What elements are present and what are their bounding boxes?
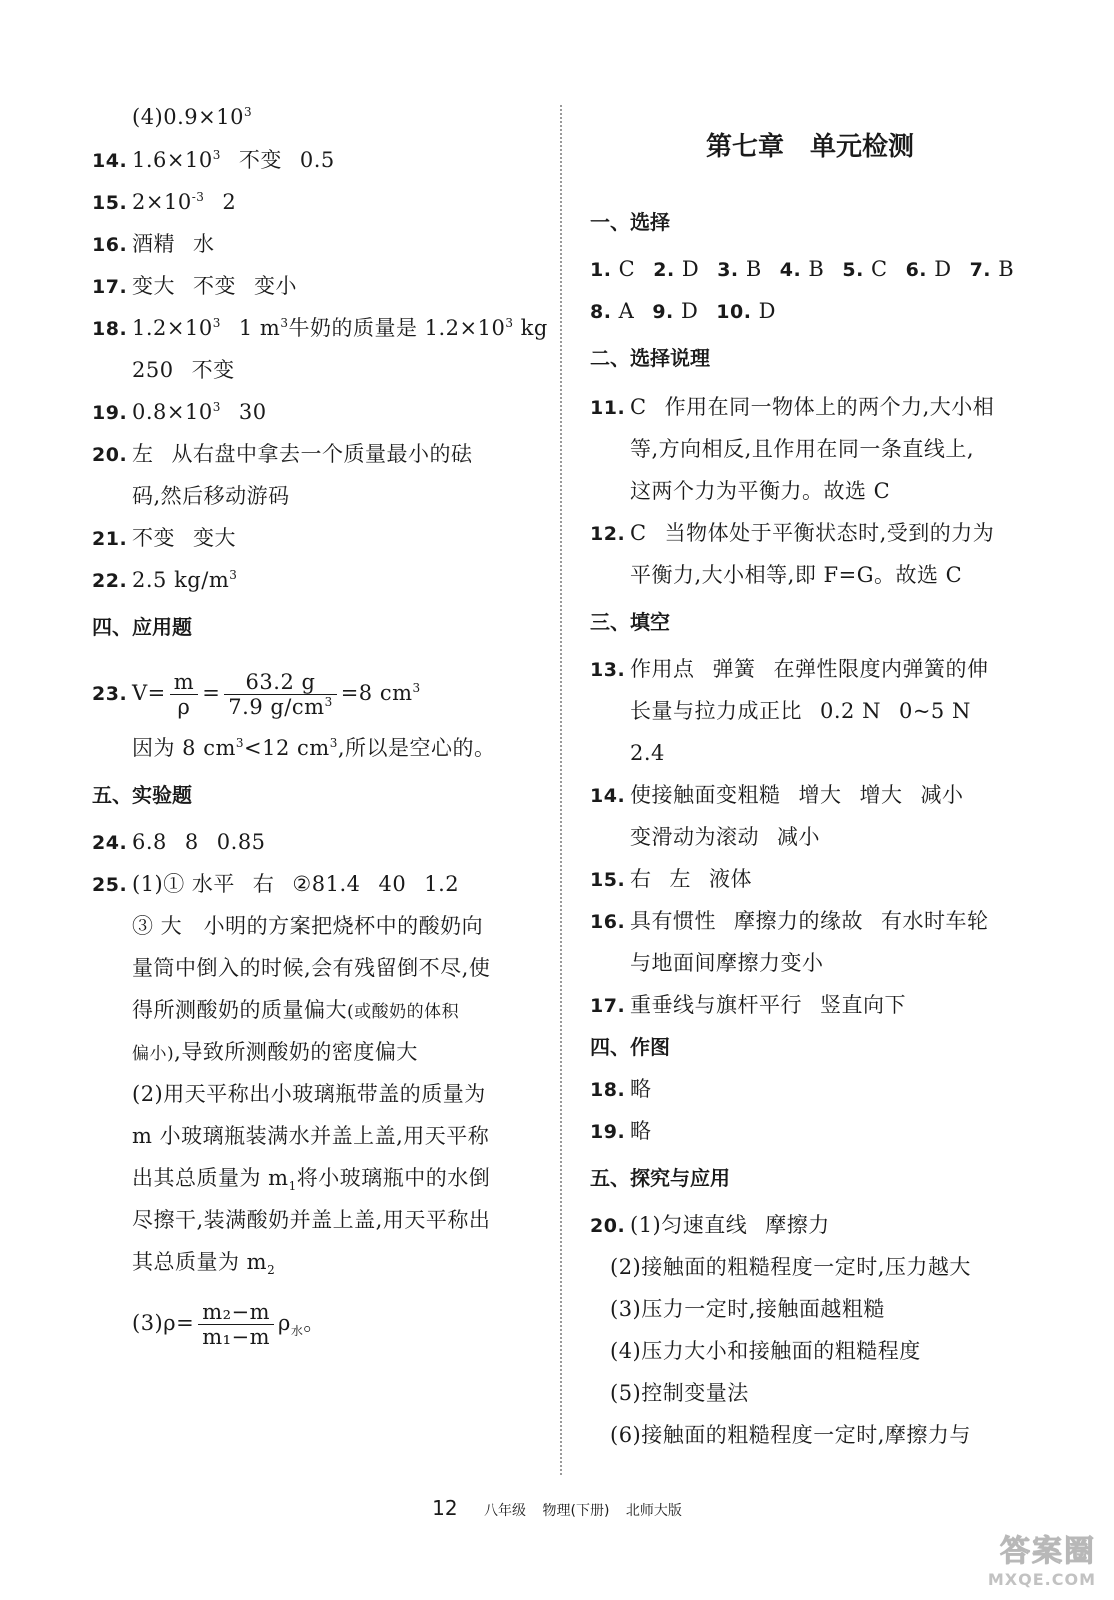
fraction-values: $\frac{63.2 g}{7.9 g/cm^3}$ — [224, 670, 336, 719]
answer-13-line2: 长量与拉力成正比 0.2 N 0~5 N — [630, 699, 971, 723]
fraction-density: $\frac{\text{m₂−m}}{\text{m₁−m}}$ — [198, 1300, 274, 1349]
fraction-m-over-rho: $\frac{m}{\rho}$ — [170, 670, 198, 719]
answer-16: 16. 酒精 水 — [92, 232, 215, 256]
answer-20-part2: (2)接触面的粗糙程度一定时,压力越大 — [610, 1255, 971, 1279]
answer-25: 25. (1)① 水平 右 ②81.4 40 1.2 — [92, 872, 460, 896]
section-heading-3: 三、填空 — [590, 610, 670, 634]
answer-20-part3: (3)压力一定时,接触面越粗糙 — [610, 1297, 885, 1321]
answer-25-line10: 其总质量为 $m_2$ — [132, 1250, 276, 1278]
section-heading-2: 二、选择说理 — [590, 346, 710, 370]
watermark-logo-text: 答案圈 — [1000, 1534, 1096, 1569]
answer-12: 12. C 当物体处于平衡状态时,受到的力为 — [590, 521, 995, 545]
section-heading-4: 四、应用题 — [92, 615, 192, 639]
answer-25-line5: 偏小),导致所测酸奶的密度偏大 — [132, 1040, 418, 1064]
answer-25-line7: m 小玻璃瓶装满水并盖上盖,用天平称 — [132, 1124, 490, 1148]
answer-16: 16. 具有惯性 摩擦力的缘故 有水时车轮 — [590, 909, 989, 933]
answer-15: 15. 右 左 液体 — [590, 867, 752, 891]
section-heading-4-right: 四、作图 — [590, 1035, 670, 1059]
watermark-logo — [946, 1526, 1096, 1589]
answer-14-line2: 变滑动为滚动 减小 — [630, 825, 820, 849]
mc-answers-line1: 1. C 2. D 3. B 4. B 5. C 6. D 7. B — [590, 257, 1015, 281]
answer-25-line6: (2)用天平称出小玻璃瓶带盖的质量为 — [132, 1082, 486, 1106]
footer-grade: 八年级 — [484, 1503, 527, 1519]
answer-18: 18. $1.2\times 10^3$ 1 $m^3$牛奶的质量是 $1.2\times 10^3$ kg — [92, 316, 548, 340]
chapter-title: 第七章 单元检测 — [705, 132, 914, 162]
answer-25-line8: 出其总质量为 $m_1$将小玻璃瓶中的水倒 — [132, 1166, 491, 1194]
section-heading-5: 五、实验题 — [92, 783, 192, 807]
answer-25-line2: ③ 大 小明的方案把烧杯中的酸奶向 — [132, 914, 484, 938]
answer-23-line2: 因为 8 $cm^3<12$ $cm^3$,所以是空心的。 — [132, 736, 496, 760]
answer-19: 19. $0.8\times 10^3$ 30 — [92, 400, 267, 424]
footer-edition: 北师大版 — [625, 1503, 682, 1519]
answer-12-line2: 平衡力,大小相等,即 F=G。故选 C — [630, 563, 963, 587]
answer-20-line2: 码,然后移动游码 — [132, 484, 290, 508]
answer-20-part6: (6)接触面的粗糙程度一定时,摩擦力与 — [610, 1423, 971, 1447]
answer-25-line9: 尽擦干,装满酸奶并盖上盖,用天平称出 — [132, 1208, 491, 1232]
mc-answers-line2: 8. A 9. D 10. D — [590, 299, 776, 323]
answer-14: 14. 使接触面变粗糙 增大 增大 减小 — [590, 783, 964, 807]
page-footer — [0, 1496, 1114, 1520]
answer-16-line2: 与地面间摩擦力变小 — [630, 951, 824, 975]
answer-24: 24. 6.8 8 0.85 — [92, 830, 266, 854]
footer-subject: 物理(下册) — [542, 1503, 610, 1519]
answer-20-part5: (5)控制变量法 — [610, 1381, 749, 1405]
answer-11-line3: 这两个力为平衡力。故选 C — [630, 479, 891, 503]
answer-20: 20. (1)匀速直线 摩擦力 — [590, 1213, 830, 1237]
answer-20-part4: (4)压力大小和接触面的粗糙程度 — [610, 1339, 921, 1363]
answer-20: 20. 左 从右盘中拿去一个质量最小的砝 — [92, 442, 473, 466]
answer-14: 14. $1.6\times 10^3$ 不变 0.5 — [92, 148, 335, 172]
answer-21: 21. 不变 变大 — [92, 526, 236, 550]
answer-17: 17. 重垂线与旗杆平行 竖直向下 — [590, 993, 906, 1017]
section-heading-5-right: 五、探究与应用 — [590, 1166, 730, 1190]
watermark-url: MXQE.COM — [987, 1570, 1096, 1589]
answer-23: 23. V= $\frac{m}{\rho}$ = $\frac{63.2 g}{7.9 g/cm^3}$ =8 $cm^3$ — [92, 670, 421, 719]
answer-11-line2: 等,方向相反,且作用在同一条直线上, — [630, 437, 975, 461]
page-number: 12 — [432, 1496, 458, 1520]
answer-15: 15. $2\times 10^{-3}$ 2 — [92, 190, 237, 214]
answer-25-formula: (3)ρ= $\frac{\text{m₂−m}}{\text{m₁−m}}$ $\rho_水$。 — [132, 1300, 325, 1349]
answer-25-line3: 量筒中倒入的时候,会有残留倒不尽,使 — [132, 956, 491, 980]
answer-19: 19. 略 — [590, 1119, 652, 1143]
answer-11: 11. C 作用在同一物体上的两个力,大小相 — [590, 395, 995, 419]
answer-18: 18. 略 — [590, 1077, 652, 1101]
section-heading-1: 一、选择 — [590, 210, 670, 234]
answer-17: 17. 变大 不变 变小 — [92, 274, 297, 298]
answer-25-line4: 得所测酸奶的质量偏大(或酸奶的体积 — [132, 998, 460, 1022]
answer-13: 13. 作用点 弹簧 在弹性限度内弹簧的伸 — [590, 657, 989, 681]
answer-22: 22. 2.5 $kg/m^3$ — [92, 568, 238, 592]
answer-13-part4: $(4)0.9\times 10^3$ — [132, 105, 253, 129]
answer-13-line3: 2.4 — [630, 741, 665, 765]
column-divider — [560, 105, 562, 1475]
answer-18-line2: 250 不变 — [132, 358, 235, 382]
